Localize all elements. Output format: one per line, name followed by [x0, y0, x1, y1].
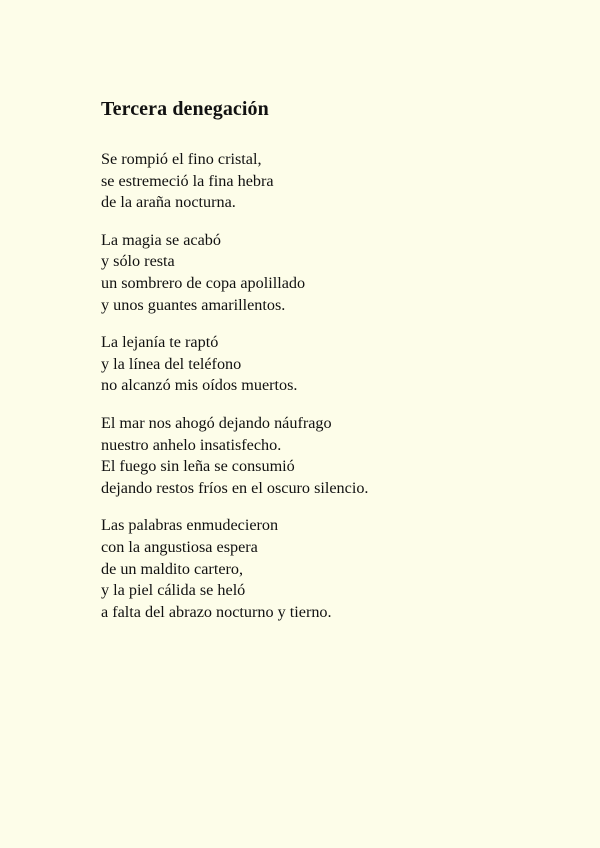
- poem-line: y unos guantes amarillentos.: [101, 295, 286, 314]
- poem-line: El fuego sin leña se consumió: [101, 457, 295, 476]
- poem-line: El mar nos ahogó dejando náufrago: [101, 413, 332, 432]
- poem-line: se estremeció la fina hebra: [101, 171, 274, 190]
- poem-body: [101, 149, 571, 623]
- poem-line: a falta del abrazo nocturno y tierno.: [101, 602, 332, 621]
- stanza: [101, 413, 571, 499]
- poem-line: con la angustiosa espera: [101, 537, 258, 556]
- poem-line: nuestro anhelo insatisfecho.: [101, 435, 282, 454]
- poem-line: un sombrero de copa apolillado: [101, 273, 306, 292]
- poem-line: La lejanía te raptó: [101, 333, 219, 352]
- stanza: [101, 332, 571, 397]
- poem-line: y sólo resta: [101, 252, 175, 271]
- stanza: [101, 149, 571, 214]
- poem-line: no alcanzó mis oídos muertos.: [101, 376, 298, 395]
- stanza: [101, 230, 571, 316]
- poem-line: y la piel cálida se heló: [101, 581, 246, 600]
- poem-line: dejando restos fríos en el oscuro silencio.: [101, 478, 369, 497]
- poem-line: Se rompió el fino cristal,: [101, 150, 262, 168]
- poem-title: Tercera denegación: [101, 98, 269, 120]
- poem-line: de un maldito cartero,: [101, 559, 244, 578]
- poem-line: La magia se acabó: [101, 230, 221, 249]
- stanza: [101, 515, 571, 623]
- poem-line: de la araña nocturna.: [101, 193, 236, 212]
- poem-line: Las palabras enmudecieron: [101, 516, 279, 535]
- poem-page: [101, 96, 571, 639]
- poem-line: y la línea del teléfono: [101, 354, 242, 373]
